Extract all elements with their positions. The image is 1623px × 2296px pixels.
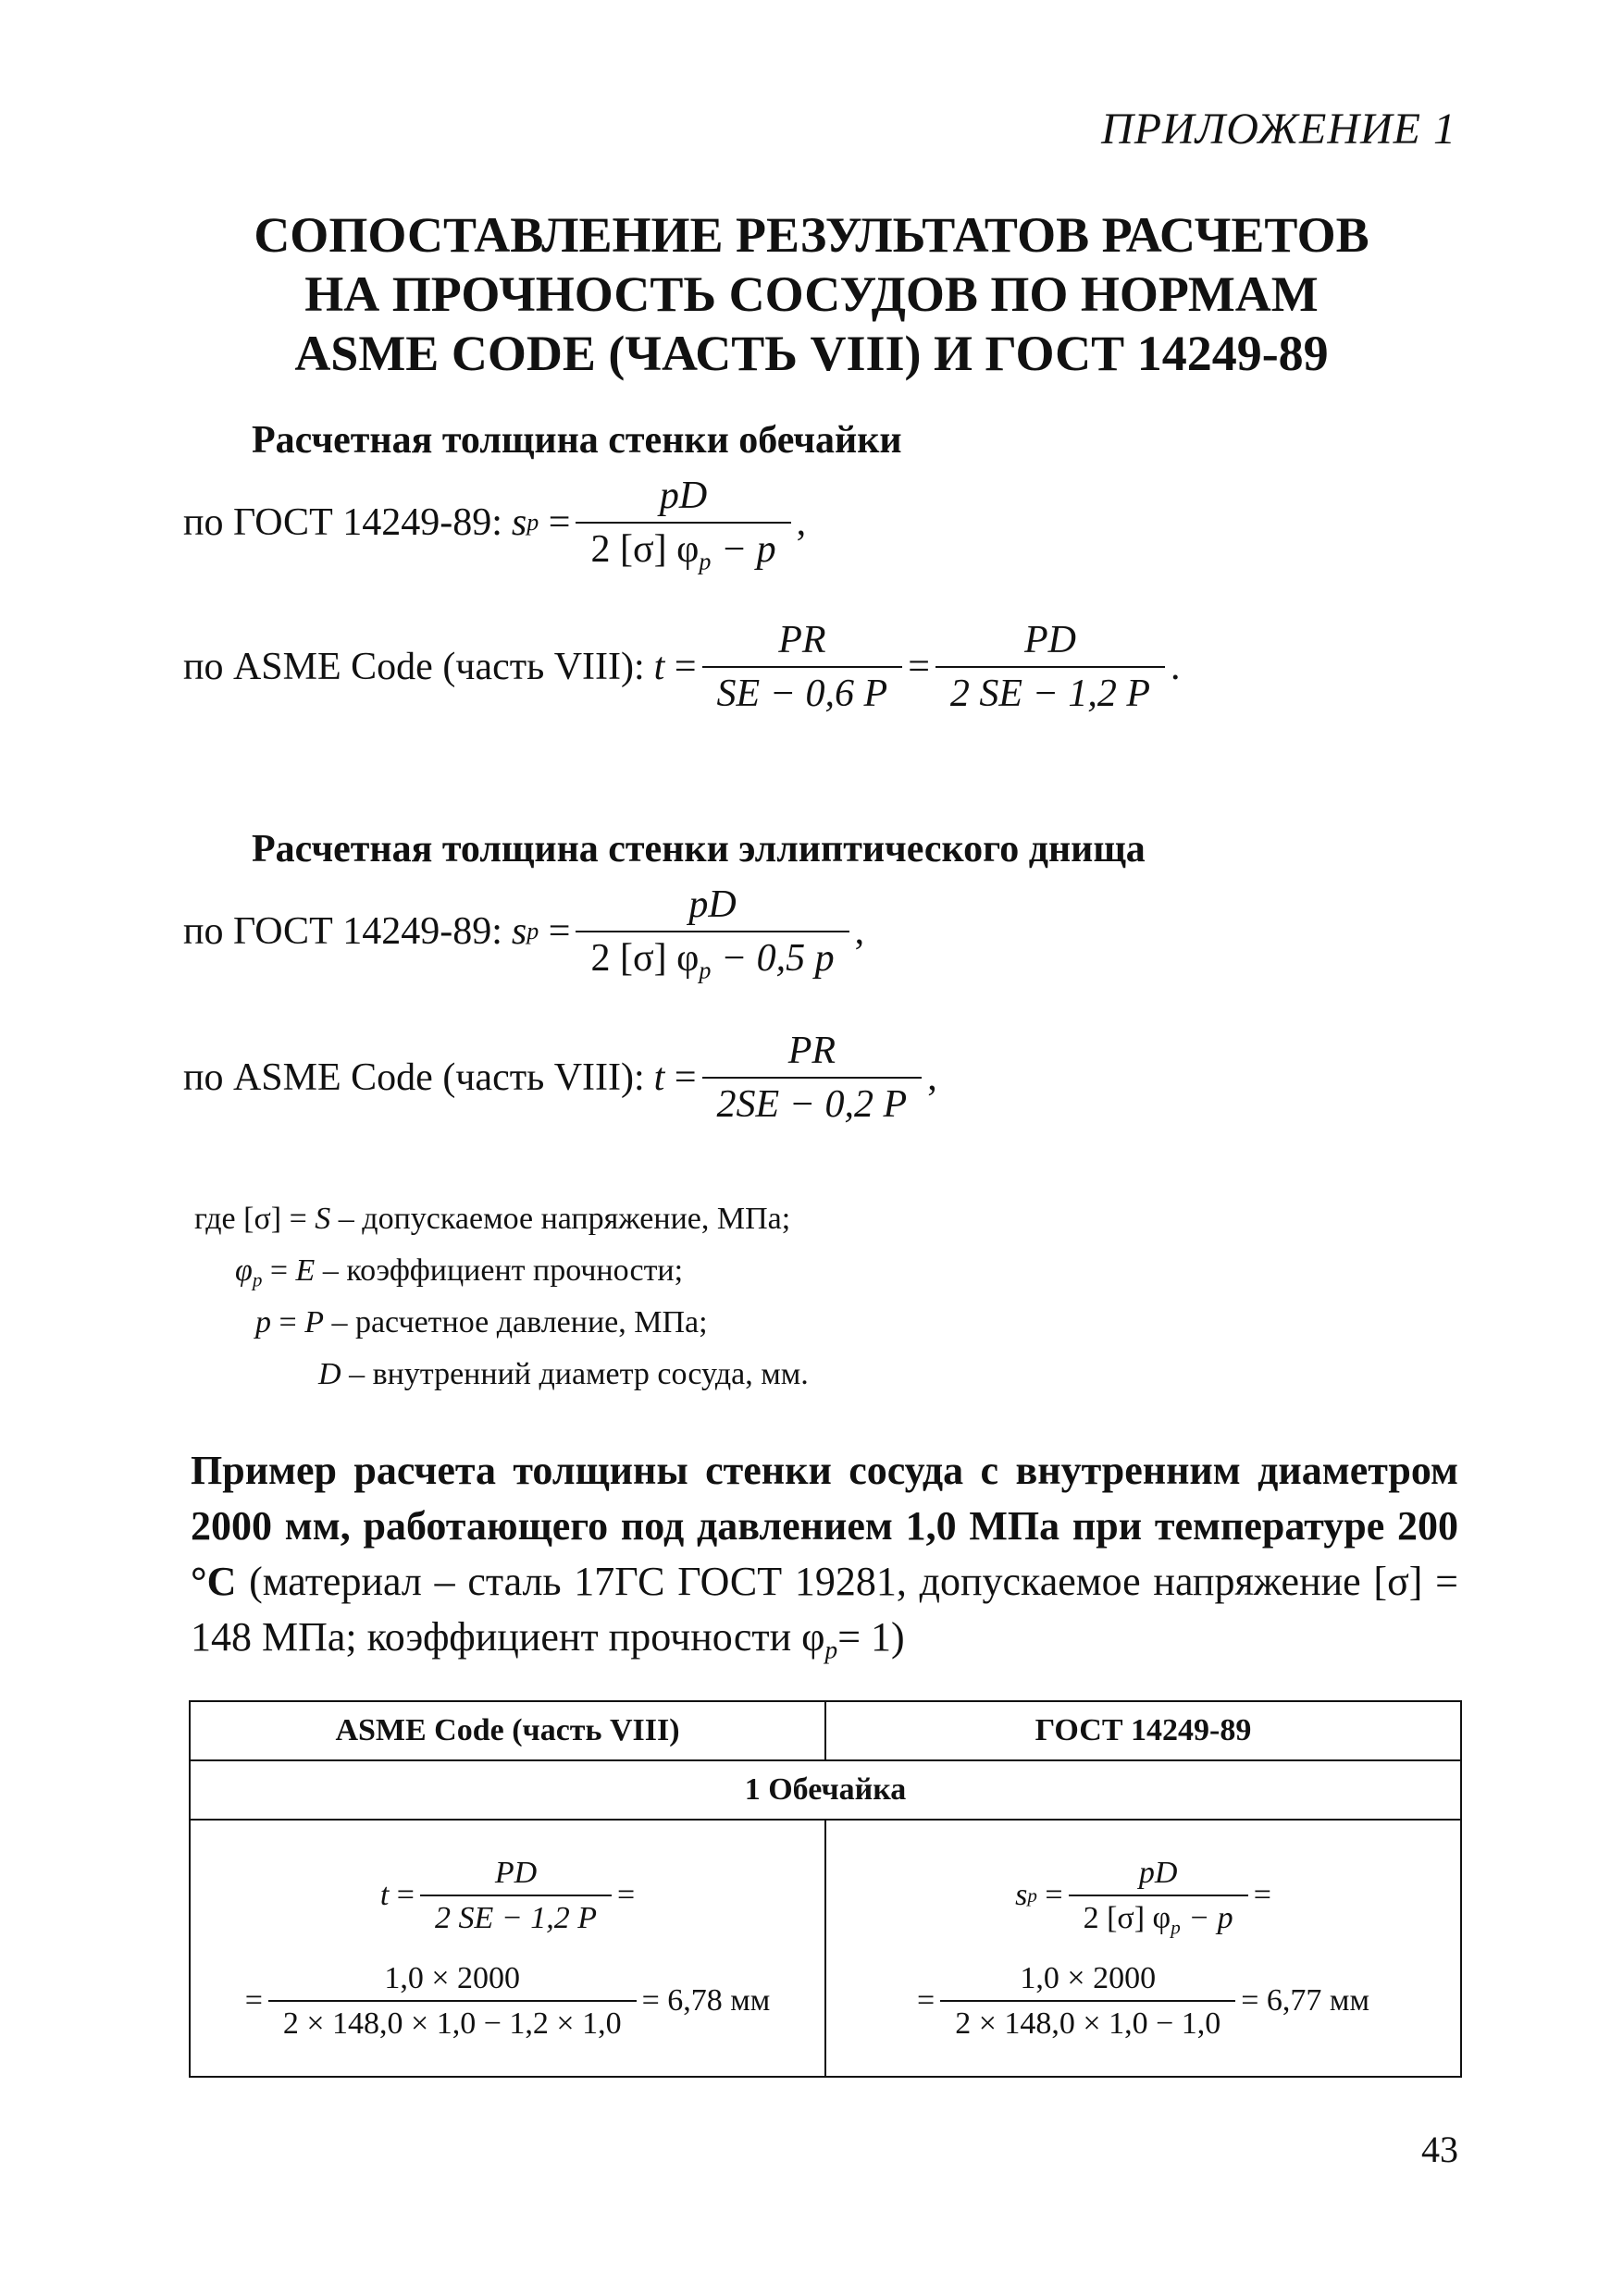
shell-asme-fraction-1 (702, 618, 903, 717)
asme-cell-denominator: 2 SE − 1,2 P (420, 1895, 612, 1936)
section-row-shell: 1 Обечайка (190, 1760, 1461, 1820)
head-gost-formula: по ГОСТ 14249-89: s p = $\frac{pD}{2 [\sigma] \varphi_p - 0,5 p}$ , (183, 883, 865, 984)
gost-calculation-cell (825, 1820, 1461, 2077)
gost-cell-formula: s p = $\frac{pD}{2 [\sigma] \varphi_p - p}$ = (1015, 1855, 1271, 1939)
gost-calc-numerator: 1,0 × 2000 (1020, 1961, 1157, 1995)
shell-gost-denominator-b: − p (711, 528, 776, 572)
shell-asme-formula: по ASME Code (часть VIII): t = $\frac{PR}{SE - 0,6 P}$ = $\frac{PD}{2 SE - 1,2 P}$ . (183, 619, 1181, 716)
legend (194, 1193, 809, 1401)
shell-asme-prefix: по ASME Code (часть VIII): (183, 646, 645, 689)
asme-cell-numerator: PD (494, 1855, 538, 1890)
column-header-gost: ГОСТ 14249-89 (825, 1701, 1461, 1760)
head-asme-fraction (702, 1029, 923, 1128)
shell-asme-fraction-2 (935, 618, 1165, 717)
shell-asme-numerator-1: PR (778, 619, 826, 661)
head-asme-denominator: 2SE − 0,2 P (702, 1077, 923, 1127)
asme-result: = 6,78 мм (641, 1983, 771, 2018)
head-gost-numerator: pD (688, 883, 737, 926)
page-number: 43 (1421, 2129, 1458, 2170)
column-header-asme: ASME Code (часть VIII) (190, 1701, 825, 1760)
shell-gost-denominator-a: 2 [σ] φ (590, 528, 700, 572)
asme-calculation-cell (190, 1820, 825, 2077)
shell-asme-denominator-2: 2 SE − 1,2 P (935, 666, 1165, 716)
page-title (0, 205, 1623, 383)
legend-line-2: $\varphi_p = E$ – коэффициент прочности; (235, 1253, 684, 1291)
example-paragraph: Пример расчета толщины стенки сосуда с внутренним диаметром 2000 мм, работающего под давлением 1,0 МПа при температуре 200 °С (материал – сталь 17ГС ГОСТ 19281, допускаемое напряжение [σ] = 148 МПа; коэффициент прочности $\varphi_p= 1$) (191, 1448, 1458, 1664)
legend-line-1: где [σ] = S – допускаемое напряжение, МПа; (194, 1202, 791, 1236)
gost-cell-calculation: = $\frac{1,0 \times 2000}{2 \times 148,0 \times 1,0 - 1,0}$ = 6,77 мм (917, 1961, 1369, 2042)
legend-line-3: p = P – расчетное давление, МПа; (255, 1305, 708, 1339)
example-tail: = 1) (837, 1614, 905, 1660)
gost-calc-denominator: 2 × 148,0 × 1,0 − 1,0 (940, 2000, 1235, 2042)
legend-line-4: D – внутренний диаметр сосуда, мм. (318, 1357, 809, 1391)
gost-cell-numerator: pD (1138, 1855, 1178, 1890)
comparison-table (189, 1700, 1462, 2078)
gost-cell-denominator-b: − p (1180, 1900, 1233, 1935)
head-heading: Расчетная толщина стенки эллиптического днища (252, 828, 1146, 870)
shell-gost-prefix: по ГОСТ 14249-89: (183, 501, 502, 545)
title-line-1: СОПОСТАВЛЕНИЕ РЕЗУЛЬТАТОВ РАСЧЕТОВ (254, 207, 1369, 263)
example-bold: Пример расчета толщины стенки сосуда с внутренним диаметром 2000 мм, работающего под давлением 1,0 МПа при температуре 200 °С (191, 1448, 1458, 1604)
shell-gost-formula: по ГОСТ 14249-89: s p = $\frac{pD}{2 [\sigma] \varphi_p - p}$ , (183, 475, 807, 575)
title-line-3: ASME CODE (ЧАСТЬ VIII) И ГОСТ 14249-89 (294, 326, 1329, 381)
example-normal: (материал – сталь 17ГС ГОСТ 19281, допускаемое напряжение [σ] = 148 МПа; коэффициент прочности φ (191, 1559, 1458, 1660)
shell-heading: Расчетная толщина стенки обечайки (252, 419, 902, 462)
head-gost-denominator-a: 2 [σ] φ (590, 937, 700, 981)
title-line-2: НА ПРОЧНОСТЬ СОСУДОВ ПО НОРМАМ (304, 266, 1319, 322)
head-asme-formula: по ASME Code (часть VIII): t = $\frac{PR}{2SE - 0,2 P}$ , (183, 1030, 937, 1127)
shell-asme-denominator-1: SE − 0,6 P (702, 666, 903, 716)
asme-calc-denominator: 2 × 148,0 × 1,0 − 1,2 × 1,0 (268, 2000, 637, 2042)
head-asme-prefix: по ASME Code (часть VIII): (183, 1056, 645, 1100)
asme-cell-calculation: = $\frac{1,0 \times 2000}{2 \times 148,0 \times 1,0 - 1,2 \times 1,0}$ = 6,78 мм (244, 1961, 771, 2042)
head-gost-denominator-b: − 0,5 p (711, 937, 835, 981)
asme-cell-formula: t = $\frac{PD}{2 SE - 1,2 P}$ = (379, 1855, 636, 1935)
gost-result: = 6,77 мм (1241, 1983, 1369, 2018)
asme-calc-numerator: 1,0 × 2000 (384, 1961, 521, 1995)
gost-cell-denominator-a: 2 [σ] φ (1083, 1900, 1171, 1935)
head-gost-fraction: $\frac{pD}{2 [\sigma] \varphi_p - 0,5 p}$ (576, 883, 849, 981)
shell-asme-numerator-2: PD (1023, 619, 1076, 661)
shell-gost-numerator: pD (659, 475, 708, 517)
appendix-label: ПРИЛОЖЕНИЕ 1 (1101, 105, 1456, 154)
head-asme-numerator: PR (787, 1030, 836, 1072)
head-gost-prefix: по ГОСТ 14249-89: (183, 910, 502, 954)
shell-gost-fraction: $\frac{pD}{2 [\sigma] \varphi_p - p}$ (576, 474, 790, 573)
